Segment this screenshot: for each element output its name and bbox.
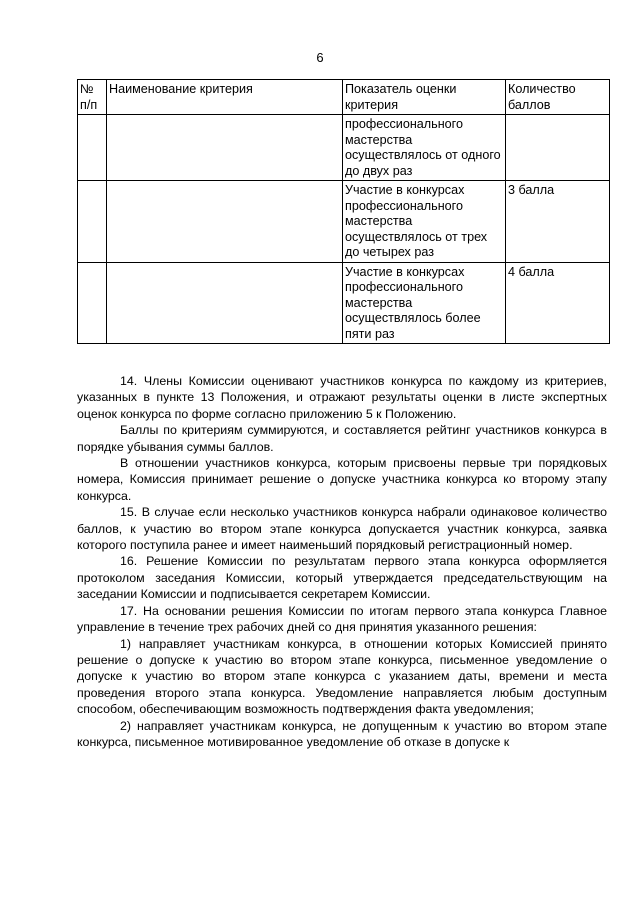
document-body <box>77 373 607 750</box>
table-header-row <box>78 80 610 115</box>
paragraph-14: 14. Члены Комиссии оценивают участников конкурса по каждому из критериев, указанных в пункте 13 Положения, и отражают результаты оценки в листе экспертных оценок конкурса по форме согласно приложению 5 к Положению. <box>77 374 607 421</box>
table-row <box>78 262 610 344</box>
paragraph-16: 16. Решение Комиссии по результатам первого этапа конкурса оформляется протоколом заседания Комиссии, который утверждается председательствующим на заседании Комиссии и подписывается секретарем Комиссии. <box>77 554 607 602</box>
page-number: 6 <box>316 50 324 65</box>
cell-indicator: профессионального мастерства осуществлялось от одного до двух раз <box>343 115 506 181</box>
cell-points: 4 балла <box>506 262 610 344</box>
paragraph-17-item-2: 2) направляет участникам конкурса, не допущенным к участию во втором этапе конкурса, письменное мотивированное уведомление об отказе в допуске к <box>77 718 607 749</box>
table-row <box>78 115 610 181</box>
cell-num <box>78 115 107 181</box>
header-criterion-name: Наименование критерия <box>107 80 343 115</box>
cell-criterion-name <box>107 115 343 181</box>
cell-points: 3 балла <box>506 181 610 263</box>
paragraph-17-item-1: 1) направляет участникам конкурса, в отношении которых Комиссией принято решение о допуске к участию во втором этапе конкурса, письменное уведомление о допуске к участию во втором этапе конкурса с указанием даты, времени и места проведения второго этапа конкурса. Уведомление направляется любым доступным способом, обеспечивающим возможность подтверждения факта уведомления; <box>77 636 607 717</box>
paragraph-first-three: В отношении участников конкурса, которым присвоены первые три порядковых номера, Комиссия принимает решение о допуске участника конкурса ко второму этапу конкурса. <box>77 456 607 503</box>
header-indicator: Показатель оценки критерия <box>343 80 506 115</box>
cell-indicator: Участие в конкурсах профессионального мастерства осуществлялось от трех до четырех раз <box>343 181 506 263</box>
paragraph-scores-summed: Баллы по критериям суммируются, и составляется рейтинг участников конкурса в порядке убывания суммы баллов. <box>77 423 607 454</box>
cell-points <box>506 115 610 181</box>
paragraph-15: 15. В случае если несколько участников конкурса набрали одинаковое количество баллов, к участию во втором этапе конкурса допускается участник конкурса, заявка которого поступила ранее и имеет наименьший порядковый регистрационный номер. <box>77 505 607 553</box>
cell-num <box>78 181 107 263</box>
header-points: Количество баллов <box>506 80 610 115</box>
table-row <box>78 181 610 263</box>
cell-indicator: Участие в конкурсах профессионального мастерства осуществлялось более пяти раз <box>343 262 506 344</box>
header-num: № п/п <box>78 80 107 115</box>
criteria-table <box>77 79 610 344</box>
cell-num <box>78 262 107 344</box>
paragraph-17: 17. На основании решения Комиссии по итогам первого этапа конкурса Главное управление в течение трех рабочих дней со дня принятия указанного решения: <box>77 603 607 635</box>
cell-criterion-name <box>107 262 343 344</box>
cell-criterion-name <box>107 181 343 263</box>
